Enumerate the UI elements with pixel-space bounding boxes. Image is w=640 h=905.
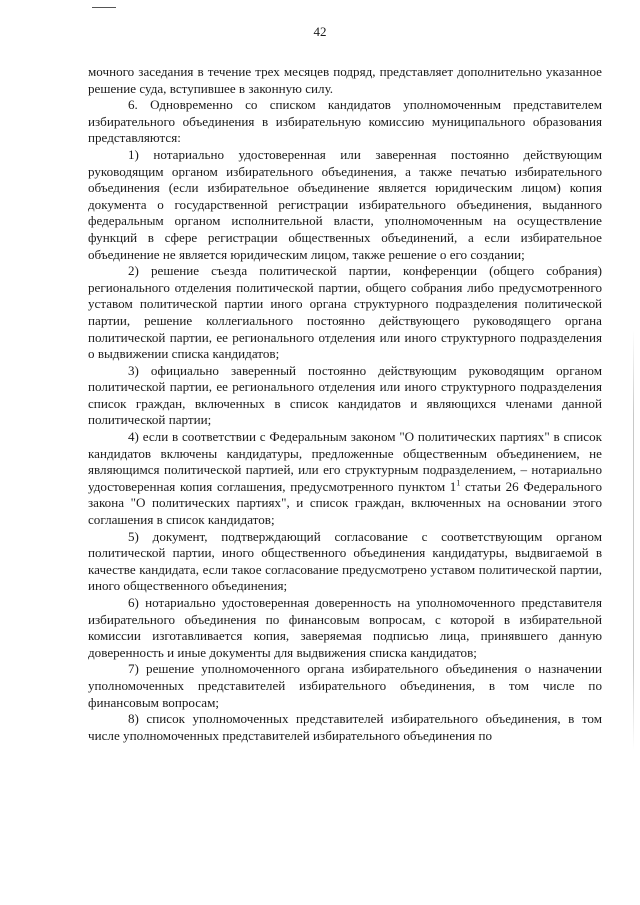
- paragraph-subitem-8: 8) список уполномоченных представителей избирательного объединения, в том числе уполномоченных представителей избирательного объединения по: [88, 711, 602, 743]
- scan-edge-shadow: [633, 330, 634, 750]
- paragraph-subitem-3: 3) официально заверенный постоянно действующим руководящим органом политической партии, ее регионального отделения или иного структурного подразделения список граждан, включенных в список кандидатов и являющихся членами данной политической партии;: [88, 362, 602, 428]
- paragraph-subitem-1: 1) нотариально удостоверенная или заверенная постоянно действующим руководящим органом избирательного объединения, а также печатью избирательного объединения (если избирательное объединение является юридическим лицом) копия документа о государственной регистрации избирательного объединения, выданного федеральным органом исполнительной власти, уполномоченным на осуществление функций в сфере регистрации общественных объединений, а если избирательное объединение не является юридическим лицом, также решение о его создании;: [88, 146, 602, 262]
- paragraph-subitem-6: 6) нотариально удостоверенная доверенность на уполномоченного представителя избирательного объединения по финансовым вопросам, с которой в избирательной комиссии изготавливается копия, заверяемая подписью лица, принявшего данную доверенность и иные документы для выдвижения списка кандидатов;: [88, 595, 602, 660]
- paragraph-subitem-4: [88, 429, 602, 529]
- footnote-superscript: 1: [456, 478, 461, 488]
- document-body: [88, 64, 602, 744]
- paragraph-continuation: мочного заседания в течение трех месяцев подряд, представляет дополнительно указанное решение суда, вступившее в законную силу.: [88, 64, 602, 96]
- paragraph-subitem-4-tail: статьи 26 Федерального закона "О политических партиях", и список граждан, включенных на основании этого соглашения в список кандидатов;: [88, 478, 602, 528]
- paragraph-subitem-2: 2) решение съезда политической партии, конференции (общего собрания) регионального отделения политической партии, общего собрания либо предусмотренного уставом политической партии иного органа структурного подразделения политической партии, решение коллегиального постоянно действующего руководящего органа политической партии, ее регионального отделения или иного структурного подразделения о выдвижении списка кандидатов;: [88, 263, 602, 362]
- scan-artifact-mark: [92, 7, 116, 8]
- paragraph-subitem-7: 7) решение уполномоченного органа избирательного объединения о назначении уполномоченных представителей избирательного объединения, в том числе по финансовым вопросам;: [88, 661, 602, 710]
- paragraph-subitem-5: 5) документ, подтверждающий согласование с соответствующим органом политической партии, иного общественного объединения кандидатуры, выдвигаемой в качестве кандидата, если такое согласование предусмотрено уставом политической партии, иного общественного объединения;: [88, 528, 602, 594]
- paragraph-item-6: 6. Одновременно со списком кандидатов уполномоченным представителем избирательного объединения в избирательную комиссию муниципального образования представляются:: [88, 97, 602, 146]
- paragraph-subitem-4-head: 4) если в соответствии с Федеральным законом "О политических партиях" в список кандидатов включены кандидатуры, предложенные общественным объединением, не являющимся политической партией, или его структурным подразделением, – нотариально удостоверенная копия соглашения, предусмотренного пунктом 1: [88, 429, 602, 494]
- page-number: 42: [313, 24, 327, 39]
